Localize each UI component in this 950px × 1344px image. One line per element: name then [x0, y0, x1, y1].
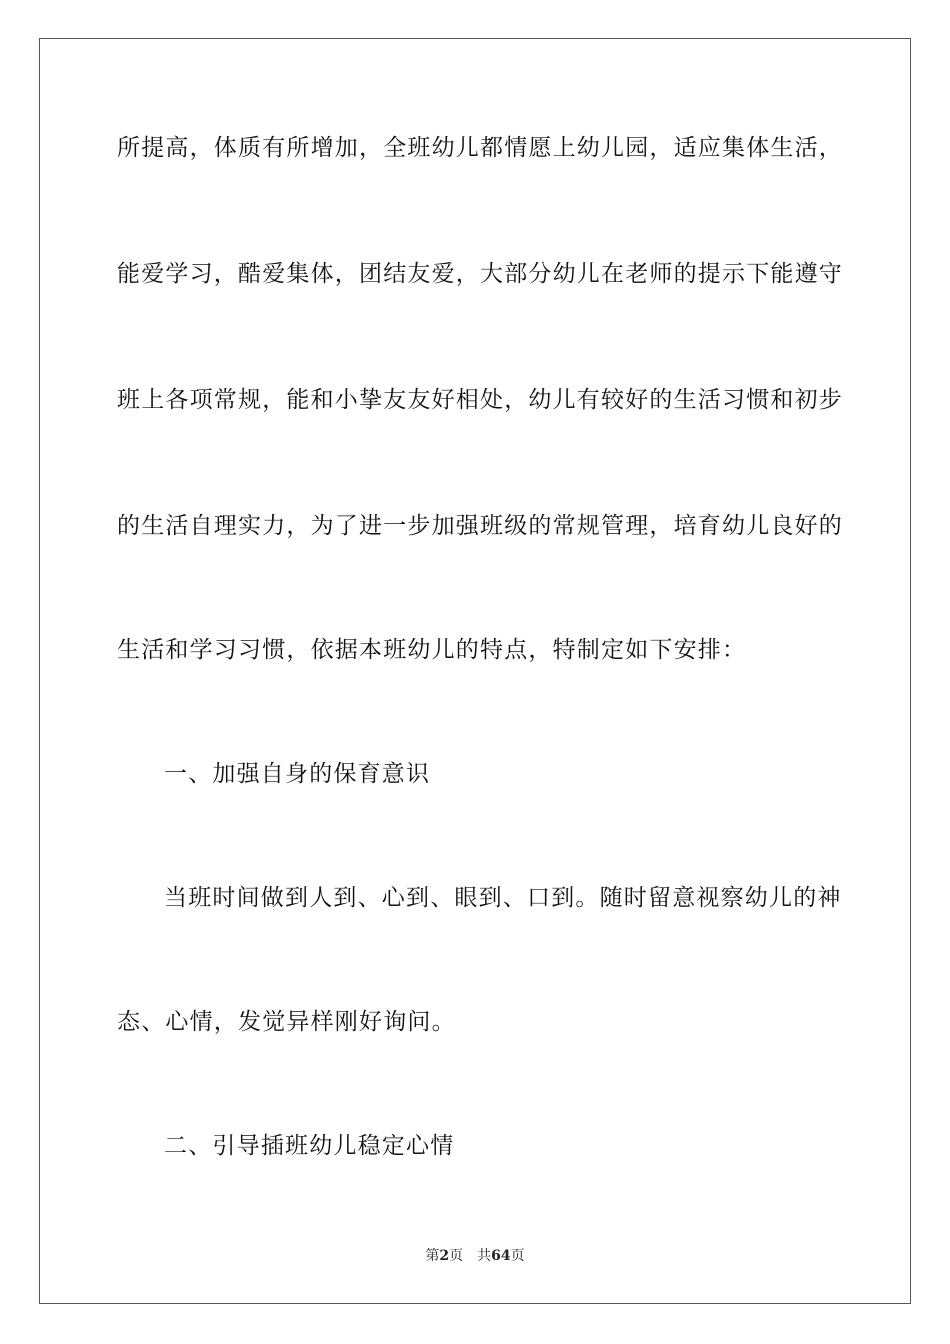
total-pages: 64 [491, 1248, 511, 1264]
body-text-line-4: 的生活自理实力，为了进一步加强班级的常规管理，培育幼儿良好的 [117, 513, 843, 539]
total-suffix: 页 [510, 1248, 525, 1264]
paragraph-1-line-2: 态、心情，发觉异样刚好询问。 [117, 1009, 456, 1035]
section-heading-1: 一、加强自身的保育意识 [164, 761, 431, 787]
page-footer [0, 1246, 950, 1266]
body-text-line-2: 能爱学习，酷爱集体，团结友爱，大部分幼儿在老师的提示下能遵守 [117, 261, 843, 287]
total-prefix: 共 [477, 1248, 492, 1264]
body-text-line-3: 班上各项常规，能和小挚友友好相处，幼儿有较好的生活习惯和初步 [117, 387, 843, 413]
page-number: 2 [439, 1248, 450, 1264]
page-suffix: 页 [449, 1248, 464, 1264]
body-text-line-5: 生活和学习习惯，依据本班幼儿的特点，特制定如下安排： [117, 637, 747, 663]
body-text-line-1: 所提高，体质有所增加，全班幼儿都情愿上幼儿园，适应集体生活， [117, 135, 843, 161]
page-prefix: 第 [425, 1248, 440, 1264]
section-heading-2: 二、引导插班幼儿稳定心情 [164, 1133, 455, 1159]
page-border [39, 38, 911, 1304]
paragraph-1-line-1: 当班时间做到人到、心到、眼到、口到。随时留意视察幼儿的神 [164, 885, 842, 911]
